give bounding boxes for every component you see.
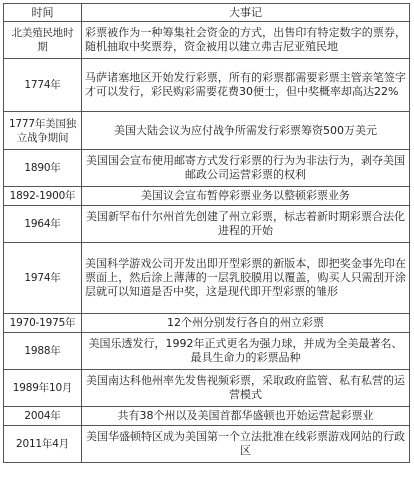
row-time: 2004年 <box>4 407 82 426</box>
table-row <box>4 112 410 150</box>
row-event: 美国乐透发行，1992年正式更名为强力球，并成为全美最著名、最具生命力的彩票品种 <box>82 333 410 370</box>
table-row <box>4 314 410 333</box>
table-row <box>4 243 410 314</box>
table-row <box>4 22 410 59</box>
table-header-row <box>4 4 410 22</box>
table-row <box>4 333 410 370</box>
row-time: 2011年4月 <box>4 426 82 463</box>
chronology-container <box>3 3 409 463</box>
header-time: 时间 <box>4 4 82 22</box>
row-time: 1974年 <box>4 243 82 314</box>
row-event: 美国新罕布什尔州首先创建了州立彩票，标志着新时期彩票合法化进程的开始 <box>82 206 410 243</box>
row-event: 美国议会宣布暂停彩票业务以整顿彩票业务 <box>82 187 410 206</box>
row-event: 美国华盛顿特区成为美国第一个立法批准在线彩票游戏网站的行政区 <box>82 426 410 463</box>
row-time: 1890年 <box>4 150 82 187</box>
row-time: 1892-1900年 <box>4 187 82 206</box>
table-row <box>4 426 410 463</box>
row-event: 美国南达科他州率先发售视频彩票，采取政府监管、私有私营的运营模式 <box>82 370 410 407</box>
row-time: 北美殖民地时期 <box>4 22 82 59</box>
row-time: 1777年美国独立战争期间 <box>4 112 82 150</box>
row-event: 马萨诸塞地区开始发行彩票，所有的彩票都需要彩票主管亲笔签字才可以发行，彩民购彩需要花费30便士，但中奖概率却高达22% <box>82 59 410 112</box>
row-time: 1970-1975年 <box>4 314 82 333</box>
header-event: 大事记 <box>82 4 410 22</box>
table-row <box>4 187 410 206</box>
row-event: 共有38个州以及美国首都华盛顿也开始运营起彩票业 <box>82 407 410 426</box>
row-time: 1989年10月 <box>4 370 82 407</box>
row-time: 1988年 <box>4 333 82 370</box>
table-row <box>4 407 410 426</box>
row-time: 1774年 <box>4 59 82 112</box>
row-time: 1964年 <box>4 206 82 243</box>
row-event: 美国科学游戏公司开发出即开型彩票的新版本，即把奖金事先印在票面上，然后涂上薄薄的一层乳胶膜用以覆盖，购买人只需刮开涂层就可以知道是否中奖，这是现代即开型彩票的雏形 <box>82 243 410 314</box>
lottery-history-table <box>3 3 410 463</box>
table-row <box>4 150 410 187</box>
row-event: 彩票被作为一种筹集社会资金的方式，出售印有特定数字的票券，随机抽取中奖票券，资金被用以建立弗吉尼亚殖民地 <box>82 22 410 59</box>
row-event: 美国大陆会议为应付战争所需发行彩票筹资500万美元 <box>82 112 410 150</box>
table-row <box>4 370 410 407</box>
row-event: 12个州分别发行各自的州立彩票 <box>82 314 410 333</box>
table-row <box>4 59 410 112</box>
row-event: 美国国会宣布使用邮寄方式发行彩票的行为为非法行为，剥夺美国邮政公司运营彩票的权利 <box>82 150 410 187</box>
table-row <box>4 206 410 243</box>
